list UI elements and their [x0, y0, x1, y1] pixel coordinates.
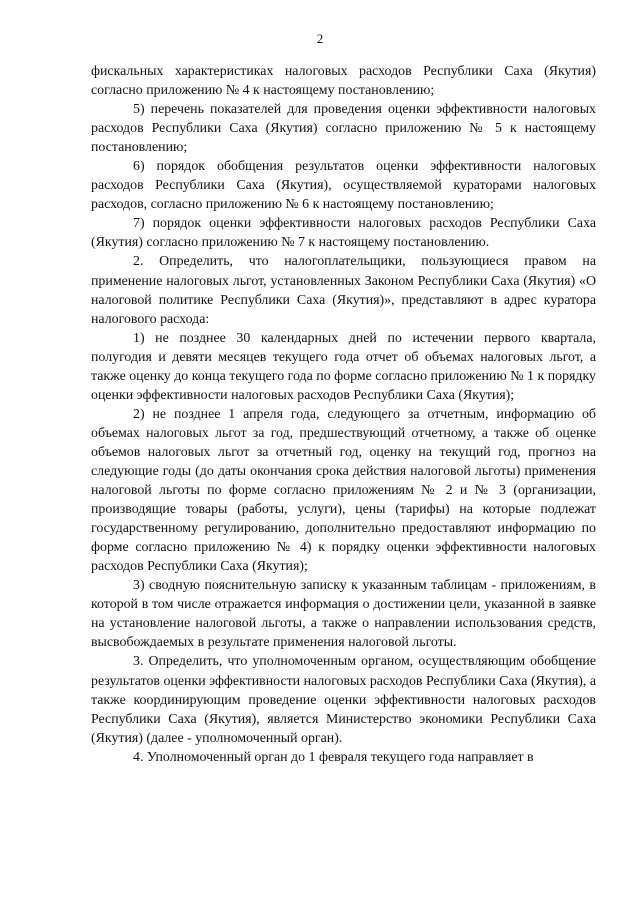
document-body	[91, 62, 596, 767]
paragraph-section-2-item-3: 3) сводную пояснительную записку к указанным таблицам - приложениям, в которой в том числе отражается информация о достижении цели, указанной в заявке на установление налоговой льготы, а также о направлении использования средств, высвобождаемых в результате применения налоговой льготы.	[91, 578, 596, 651]
paragraph-item-5: 5) перечень показателей для проведения оценки эффективности налоговых расходов Республики Саха (Якутия) согласно приложению № 5 к настоящему постановлению;	[91, 102, 596, 156]
paragraph-section-2-item-1: 1) не позднее 30 календарных дней по истечении первого квартала, полугодия и девяти месяцев текущего года отчет об объемах налоговых льгот, а также оценку до конца текущего года по форме согласно приложению № 1 к порядку оценки эффективности налоговых расходов Республики Саха (Якутия);	[91, 330, 596, 403]
page-number: 2	[316, 31, 324, 46]
paragraph-section-2: 2. Определить, что налогоплательщики, пользующиеся правом на применение налоговых льгот, установленных Законом Республики Саха (Якутия) «О налоговой политике Республики Саха (Якутия)», представляют в адрес куратора налогового расхода:	[91, 254, 596, 327]
paragraph-section-3: 3. Определить, что уполномоченным органом, осуществляющим обобщение результатов оценки эффективности налоговых расходов Республики Саха (Якутия), а также координирующим проведение оценки эффективности налоговых расходов Республики Саха (Якутия), является Министерство экономики Республики Саха (Якутия) (далее - уполномоченный орган).	[91, 654, 596, 746]
paragraph-section-2-item-2: 2) не позднее 1 апреля года, следующего за отчетным, информацию об объемах налоговых льгот за год, предшествующий отчетному, а также об оценке объемов налоговых льгот за отчетный год, оценку на текущий год, прогноз на следующие годы (до даты окончания срока действия налоговой льготы) применения налоговой льготы по форме согласно приложениям № 2 и № 3 (организации, производящие товары (работы, услуги), цены (тарифы) на которые подлежат государственному регулированию, дополнительно предоставляют информацию по форме согласно приложению № 4) к порядку оценки эффективности налоговых расходов Республики Саха (Якутия);	[91, 406, 596, 575]
paragraph-item-6: 6) порядок обобщения результатов оценки эффективности налоговых расходов Республики Саха (Якутия), осуществляемой кураторами налоговых расходов, согласно приложению № 6 к настоящему постановлению;	[91, 159, 596, 213]
paragraph-item-7: 7) порядок оценки эффективности налоговых расходов Республики Саха (Якутия) согласно приложению № 7 к настоящему постановлению.	[91, 216, 596, 251]
paragraph-continuation: фискальных характеристиках налоговых расходов Республики Саха (Якутия) согласно приложению № 4 к настоящему постановлению;	[91, 64, 596, 99]
paragraph-section-4: 4. Уполномоченный орган до 1 февраля текущего года направляет в	[133, 749, 534, 765]
